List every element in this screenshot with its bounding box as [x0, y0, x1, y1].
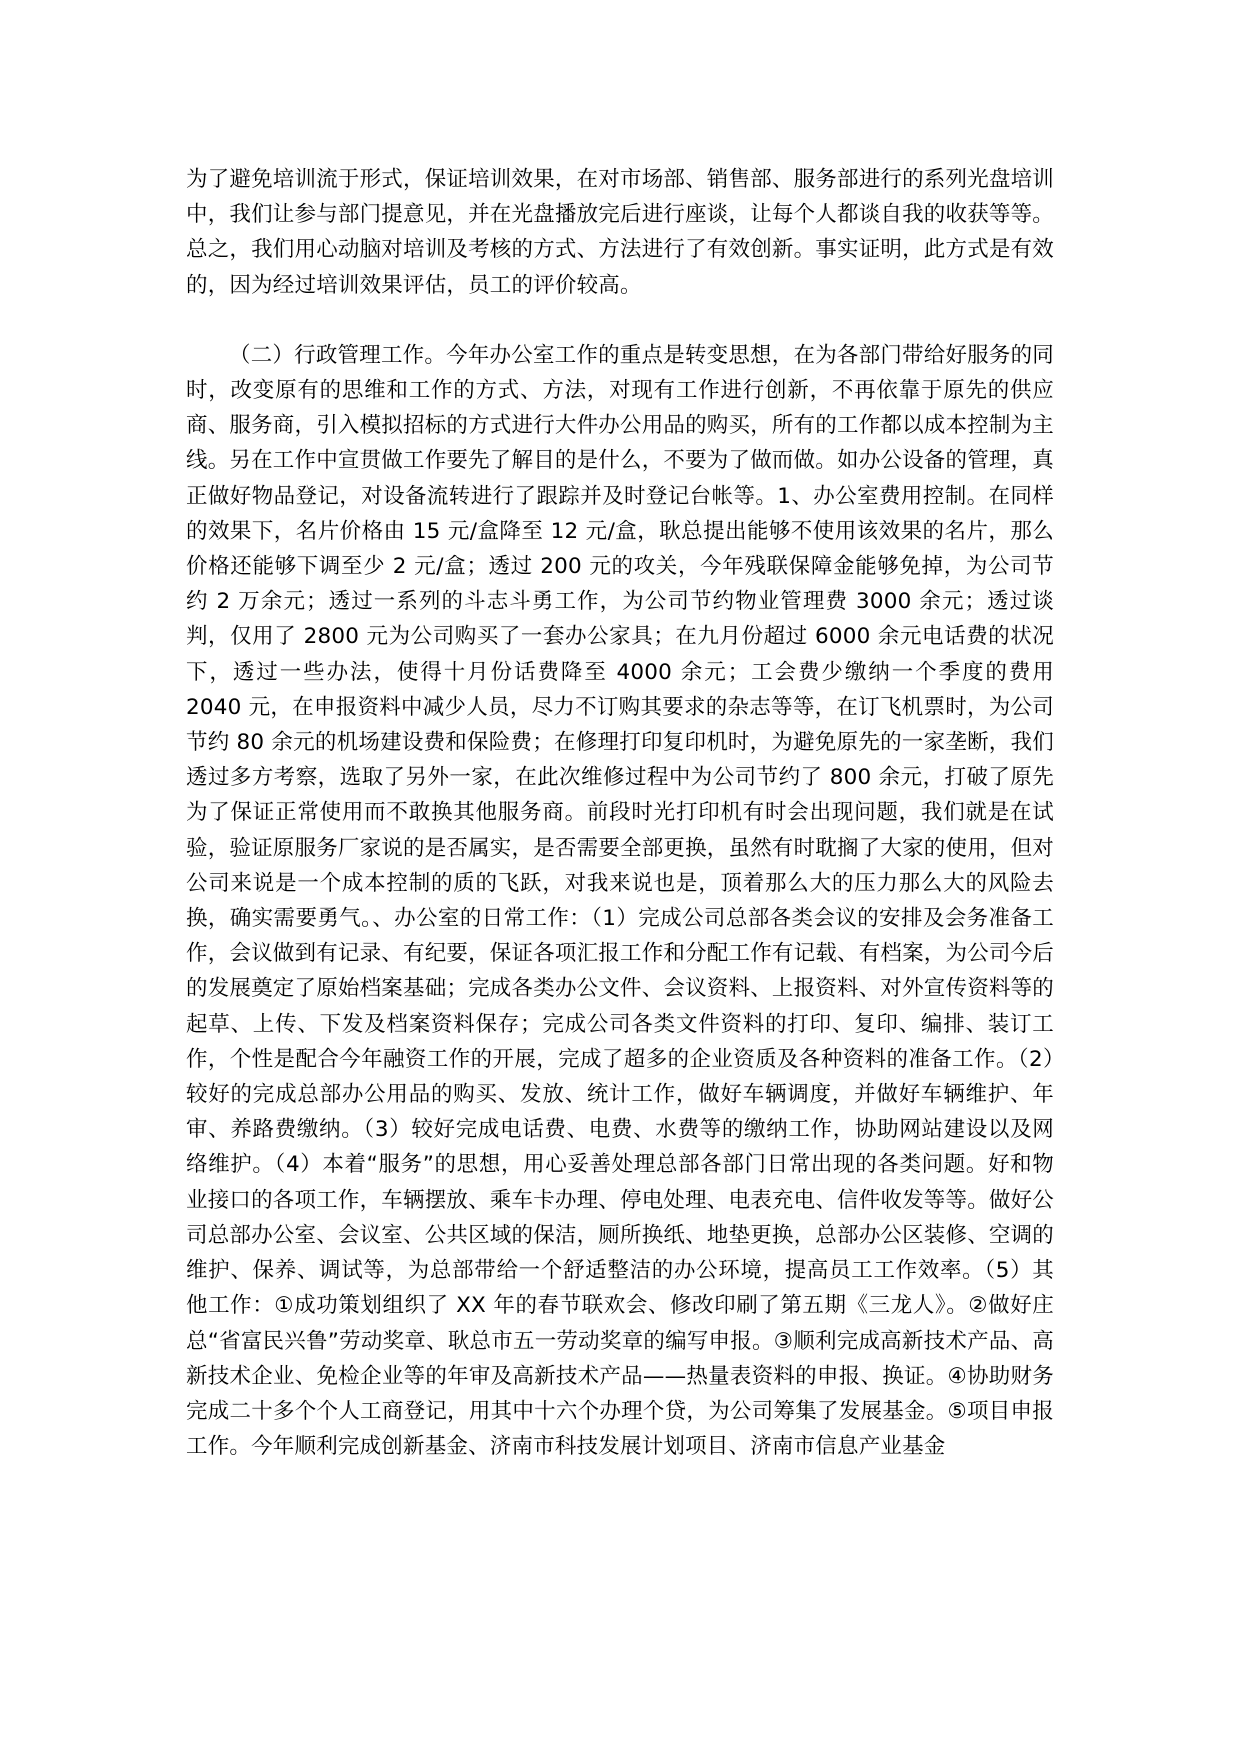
paragraph-administrative-work: （二）行政管理工作。今年办公室工作的重点是转变思想，在为各部门带给好服务的同时，改变原有的思维和工作的方式、方法，对现有工作进行创新，不再依靠于原先的供应商、服务商，引入模拟招标的方式进行大件办公用品的购买，所有的工作都以成本控制为主线。另在工作中宣贯做工作要先了解目的是什么，不要为了做而做。如办公设备的管理，真正做好物品登记，对设备流转进行了跟踪并及时登记台帐等。1、办公室费用控制。在同样的效果下，名片价格由 15 元/盒降至 12 元/盒，耿总提出能够不使用该效果的名片，那么价格还能够下调至少 2 元/盒；透过 200 元的攻关，今年残联保障金能够免掉，为公司节约 2 万余元；透过一系列的斗志斗勇工作，为公司节约物业管理费 3000 余元；透过谈判，仅用了 2800 元为公司购买了一套办公家具；在九月份超过 6000 余元电话费的状况下，透过一些办法，使得十月份话费降至 4000 余元；工会费少缴纳一个季度的费用 2040 元，在申报资料中减少人员，尽力不订购其要求的杂志等等，在订飞机票时，为公司节约 80 余元的机场建设费和保险费；在修理打印复印机时，为避免原先的一家垄断，我们透过多方考察，选取了另外一家，在此次维修过程中为公司节约了 800 余元，打破了原先为了保证正常使用而不敢换其他服务商。前段时光打印机有时会出现问题，我们就是在试验，验证原服务厂家说的是否属实，是否需要全部更换，虽然有时耽搁了大家的使用，但对公司来说是一个成本控制的质的飞跃，对我来说也是，顶着那么大的压力那么大的风险去换，确实需要勇气。、办公室的日常工作：（1）完成公司总部各类会议的安排及会务准备工作，会议做到有记录、有纪要，保证各项汇报工作和分配工作有记载、有档案，为公司今后的发展奠定了原始档案基础；完成各类办公文件、会议资料、上报资料、对外宣传资料等的起草、上传、下发及档案资料保存；完成公司各类文件资料的打印、复印、编排、装订工作，个性是配合今年融资工作的开展，完成了超多的企业资质及各种资料的准备工作。（2）较好的完成总部办公用品的购买、发放、统计工作，做好车辆调度，并做好车辆维护、年审、养路费缴纳。（3）较好完成电话费、电费、水费等的缴纳工作，协助网站建设以及网络维护。（4）本着“服务”的思想，用心妥善处理总部各部门日常出现的各类问题。好和物业接口的各项工作，车辆摆放、乘车卡办理、停电处理、电表充电、信件收发等等。做好公司总部办公室、会议室、公共区域的保洁，厕所换纸、地垫更换，总部办公区装修、空调的维护、保养、调试等，为总部带给一个舒适整洁的办公环境，提高员工工作效率。（5）其他工作：①成功策划组织了 XX 年的春节联欢会、修改印刷了第五期《三龙人》。②做好庄总“省富民兴鲁”劳动奖章、耿总市五一劳动奖章的编写申报。③顺利完成高新技术产品、高新技术企业、免检企业等的年审及高新技术产品——热量表资料的申报、换证。④协助财务完成二十多个个人工商登记，用其中十六个办理个贷，为公司筹集了发展基金。⑤项目申报工作。今年顺利完成创新基金、济南市科技发展计划项目、济南市信息产业基金	[186, 342, 1055, 1460]
paragraph-training-effect: 为了避免培训流于形式，保证培训效果，在对市场部、销售部、服务部进行的系列光盘培训中，我们让参与部门提意见，并在光盘播放完后进行座谈，让每个人都谈自我的收获等等。总之，我们用心动脑对培训及考核的方式、方法进行了有效创新。事实证明，此方式是有效的，因为经过培训效果评估，员工的评价较高。	[186, 167, 1055, 298]
document-body	[186, 162, 1054, 1464]
paragraph-spacer	[186, 303, 1054, 338]
